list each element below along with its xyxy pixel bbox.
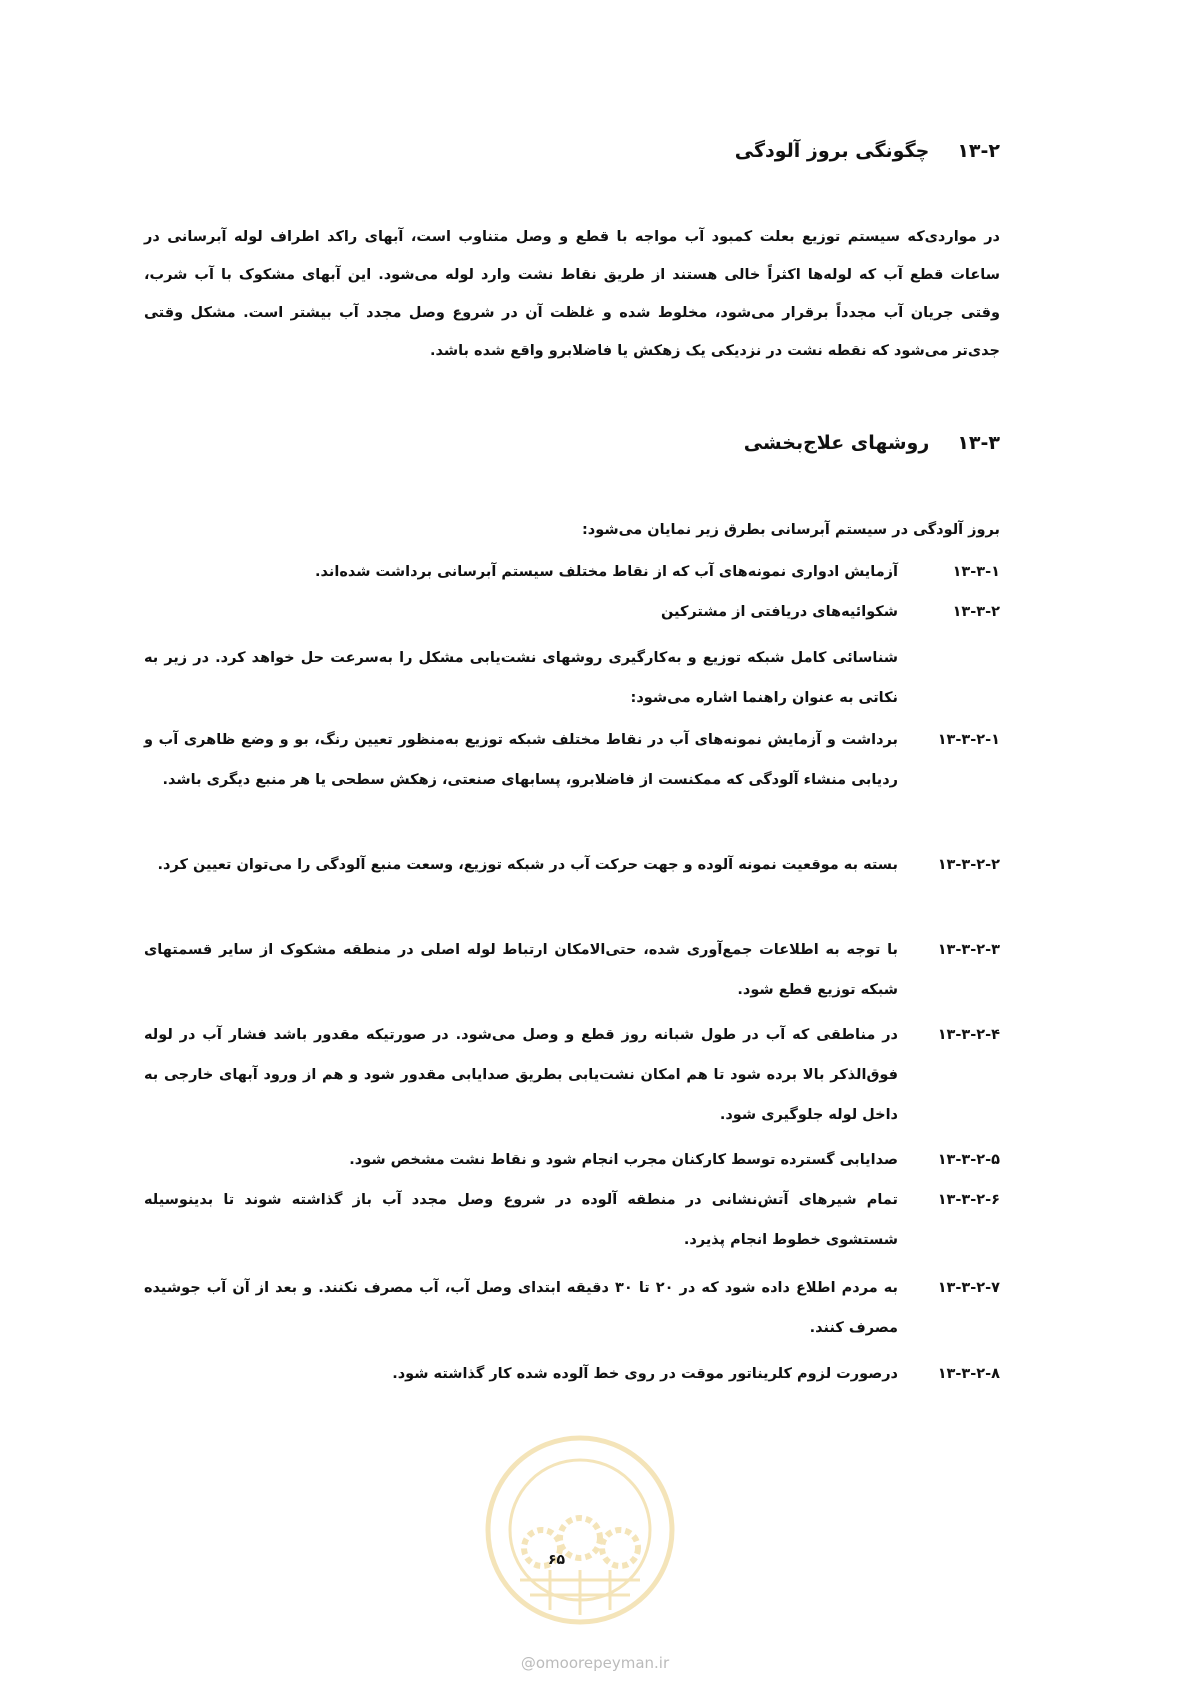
item-number: ۱۳-۳-۲-۲ xyxy=(937,857,1000,873)
item-number: ۱۳-۳-۲-۴ xyxy=(937,1027,1000,1043)
item-text: درصورت لزوم کلریناتور موقت در روی خط آلوده شده کار گذاشته شود. xyxy=(392,1366,898,1382)
item-number: ۱۳-۳-۲-۱ xyxy=(937,732,1000,748)
item-text: تمام شیرهای آتش‌نشانی در منطقه آلوده در شروع وصل مجدد آب باز گذاشته شوند تا بدینوسیله شستشوی خطوط انجام پذیرد. xyxy=(144,1192,898,1248)
page-number: ۶۵ xyxy=(548,1552,566,1568)
section-heading-2 xyxy=(735,140,1000,162)
section-heading-3 xyxy=(744,432,1000,454)
section-title: روشهای علاج‌بخشی xyxy=(743,432,930,454)
item-text: در مناطقی که آب در طول شبانه روز قطع و وصل می‌شود. در صورتیکه مقدور باشد فشار آب در لوله فوق‌الذکر بالا برده شود تا هم امکان نشت‌یابی بطریق صدایابی مقدور شود و هم از ورود آبهای خارجی به داخل لوله جلوگیری شود. xyxy=(144,1027,898,1123)
item-number: ۱۳-۳-۱ xyxy=(952,564,1000,580)
watermark-seal-icon xyxy=(480,1430,680,1630)
list-item xyxy=(144,552,1000,592)
item-text: با توجه به اطلاعات جمع‌آوری شده، حتی‌الامکان ارتباط لوله اصلی در منطقه مشکوک از سایر قسمتهای شبکه توزیع قطع شود. xyxy=(144,942,898,998)
item-text: بسته به موقعیت نمونه آلوده و جهت حرکت آب در شبکه توزیع، وسعت منبع آلودگی را می‌توان تعیین کرد. xyxy=(157,857,898,873)
section-title: چگونگی بروز آلودگی xyxy=(734,140,930,162)
list-item xyxy=(144,1354,1000,1394)
item-number: ۱۳-۳-۲-۷ xyxy=(937,1280,1000,1296)
item-number: ۱۳-۳-۲-۶ xyxy=(937,1192,1000,1208)
list-item xyxy=(144,930,1000,1010)
list-item xyxy=(144,1180,1000,1260)
list-item xyxy=(144,592,1000,632)
item-number: ۱۳-۳-۲ xyxy=(952,604,1000,620)
item-text: آزمایش ادواری نمونه‌های آب که از نقاط مختلف سیستم آبرسانی برداشت شده‌اند. xyxy=(315,564,898,580)
footer-watermark: @omoorepeyman.ir xyxy=(520,1654,670,1672)
list-item xyxy=(144,1140,1000,1180)
item-text: برداشت و آزمایش نمونه‌های آب در نقاط مختلف شبکه توزیع به‌منظور تعیین رنگ، بو و وضع ظاهری آب و ردیابی منشاء آلودگی که ممکنست از فاضلابرو، پسابهای صنعتی، زهکش سطحی یا هر منبع دیگری باشد. xyxy=(144,732,898,788)
item-number: ۱۳-۳-۲-۸ xyxy=(937,1366,1000,1382)
item-text: صدایابی گسترده توسط کارکنان مجرب انجام شود و نقاط نشت مشخص شود. xyxy=(349,1152,898,1168)
paragraph-network: شناسائی کامل شبکه توزیع و به‌کارگیری روشهای نشت‌یابی مشکل را به‌سرعت حل خواهد کرد. در زیر به نکاتی به عنوان راهنما اشاره می‌شود: xyxy=(144,650,898,706)
item-number: ۱۳-۳-۲-۳ xyxy=(937,942,1000,958)
list-item xyxy=(144,1015,1000,1135)
list-item xyxy=(144,720,1000,800)
item-number: ۱۳-۳-۲-۵ xyxy=(937,1152,1000,1168)
section-number: ۱۳-۳ xyxy=(957,432,1000,454)
paragraph-contamination: در مواردی‌که سیستم توزیع بعلت کمبود آب مواجه با قطع و وصل متناوب است، آبهای راکد اطراف لوله آبرسانی در ساعات قطع آب که لوله‌ها اکثراً خالی هستند از طریق نقاط نشت وارد لوله می‌شود. این آبهای مشکوک با آب شرب، وقتی جریان آب مجدداً برقرار می‌شود، مخلوط شده و غلظت آن در شروع وصل مجدد آب بیشتر است. مشکل وقتی جدی‌تر می‌شود که نقطه نشت در نزدیکی یک زهکش یا فاضلابرو واقع شده باشد. xyxy=(144,229,1000,359)
section-number: ۱۳-۲ xyxy=(957,140,1000,162)
item-text: به مردم اطلاع داده شود که در ۲۰ تا ۳۰ دقیقه ابتدای وصل آب، آب مصرف نکنند. و بعد از آن آب جوشیده مصرف کنند. xyxy=(144,1280,898,1336)
intro-line: بروز آلودگی در سیستم آبرسانی بطرق زیر نمایان می‌شود: xyxy=(581,522,1000,538)
list-item xyxy=(144,1268,1000,1348)
item-text: شکوائیه‌های دریافتی از مشترکین xyxy=(661,604,898,620)
list-item xyxy=(144,845,1000,885)
